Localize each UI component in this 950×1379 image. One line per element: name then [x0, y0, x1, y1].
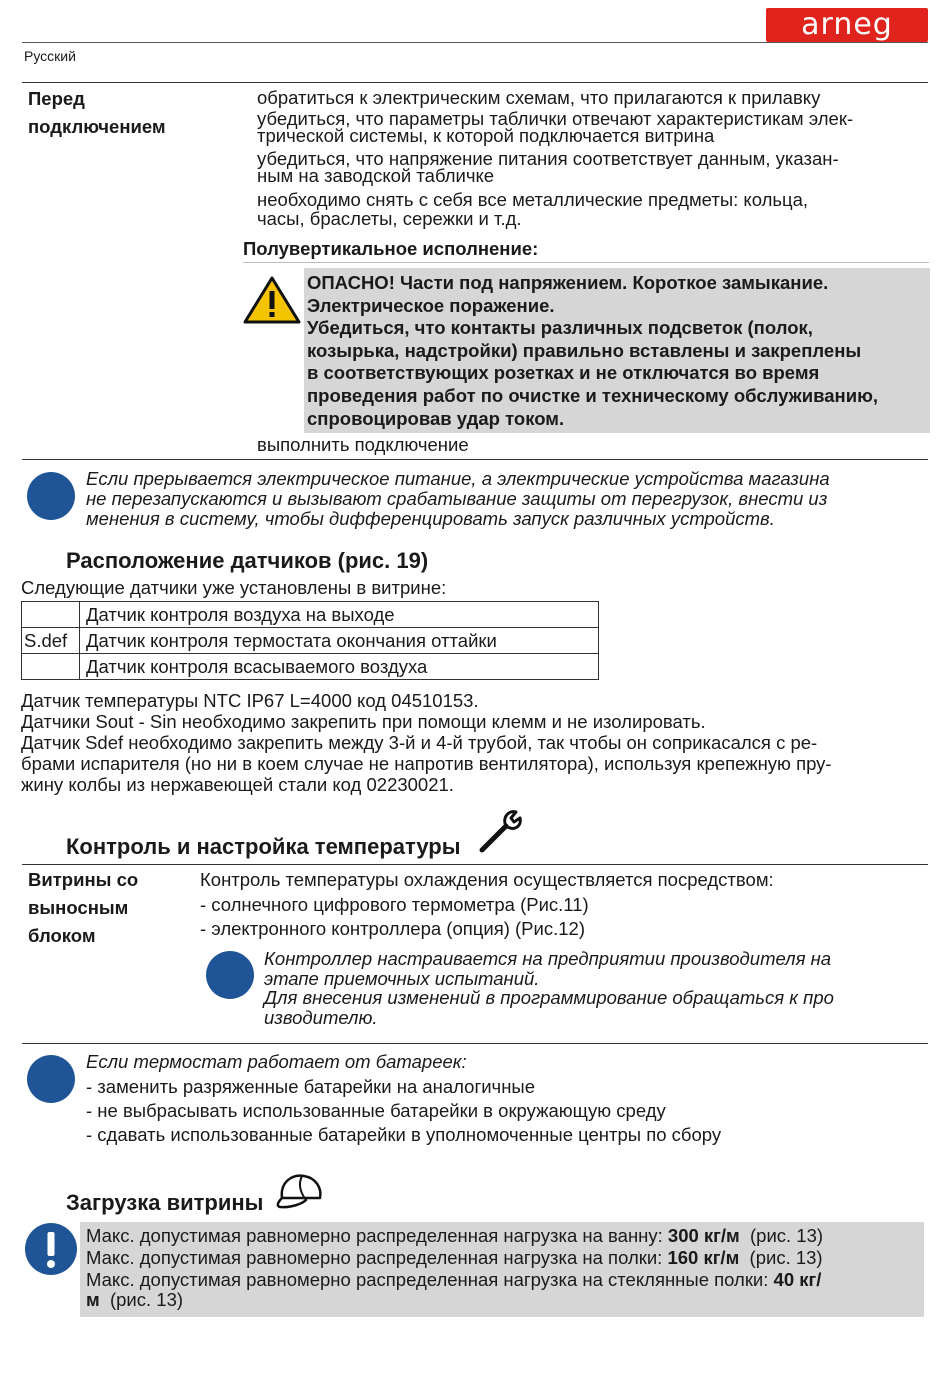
label-line: выносным	[28, 897, 129, 918]
load-value: 40 кг/	[773, 1269, 822, 1290]
loading-title: Загрузка витрины	[66, 1190, 264, 1215]
info-dot-icon	[27, 1055, 75, 1103]
semi-vertical-rule	[243, 262, 929, 263]
list-item: необходимо снять с себя все металлические предметы: кольца,	[257, 189, 809, 210]
section-rule	[22, 1043, 928, 1044]
label-line: блоком	[28, 925, 96, 946]
temperature-title: Контроль и настройка температуры	[66, 834, 461, 859]
info-dot-icon	[206, 951, 254, 999]
note-line: Контроллер настраивается на предприятии производителя на	[264, 948, 832, 969]
list-item: часы, браслеты, сережки и т.д.	[257, 208, 522, 229]
semi-vertical-title: Полувертикальное исполнение:	[243, 238, 539, 259]
temperature-options	[200, 893, 589, 941]
power-note	[86, 469, 926, 529]
sensor-desc: Датчик контроля всасываемого воздуха	[80, 654, 599, 680]
load-ref: (рис. 13)	[739, 1225, 824, 1246]
list-item: - не выбрасывать использованные батарейки в окружающую среду	[86, 1100, 666, 1121]
load-text: Макс. допустимая равномерно распределенная нагрузка на ванну:	[86, 1225, 668, 1246]
note-line: брами испарителя (но ни в коем случае не напротив вентилятора), используя крепежную пру-	[21, 753, 832, 774]
loading-text	[86, 1225, 922, 1309]
before-connection-label	[28, 85, 166, 141]
sensor-code	[22, 654, 80, 680]
warning-triangle-icon	[243, 276, 301, 324]
sensor-desc: Датчик контроля воздуха на выходе	[80, 602, 599, 628]
before-connection-list	[257, 88, 927, 228]
load-line	[86, 1269, 922, 1291]
list-item: обратиться к электрическим схемам, что прилагаются к прилавку	[257, 87, 821, 108]
note-line: менения в систему, чтобы дифференцировать запуск различных устройств.	[86, 508, 775, 529]
note-line: этапе приемочных испытаний.	[264, 967, 540, 989]
list-item: убедиться, что параметры таблички отвечают характеристикам элек-	[257, 108, 854, 129]
battery-heading: Если термостат работает от батареек:	[86, 1051, 467, 1072]
label-line: Витрины со	[28, 869, 139, 890]
note-line: Если прерывается электрическое питание, а электрические устройства магазина	[86, 468, 830, 489]
list-item: - заменить разряженные батарейки на аналогичные	[86, 1076, 535, 1097]
cap-icon	[272, 1170, 328, 1210]
language-label: Русский	[24, 48, 76, 64]
note-line: Датчик температуры NTC IP67 L=4000 код 04510153.	[21, 690, 479, 711]
final-step: выполнить подключение	[257, 434, 469, 455]
danger-line: проведения работ по очистке и техническому обслуживанию,	[307, 384, 879, 406]
list-item: трической системы, к которой подключается витрина	[257, 125, 715, 146]
list-item: убедиться, что напряжение питания соответствует данным, указан-	[257, 148, 839, 169]
table-row	[22, 602, 599, 628]
note-line: жину колбы из нержавеющей стали код 02230021.	[21, 774, 454, 795]
section-rule	[22, 864, 928, 865]
arneg-logo: arneg	[766, 8, 928, 42]
table-row	[22, 654, 599, 680]
danger-line: Электрическое поражение.	[307, 294, 555, 316]
load-value: м	[86, 1289, 100, 1310]
note-line: не перезапускаются и вызывают срабатывание защиты от перегрузок, внести из	[86, 488, 828, 509]
load-text: Макс. допустимая равномерно распределенная нагрузка на полки:	[86, 1247, 668, 1268]
table-row	[22, 628, 599, 654]
info-dot-icon	[27, 472, 75, 520]
list-item: - сдавать использованные батарейки в уполномоченные центры по сбору	[86, 1124, 722, 1145]
load-line	[86, 1291, 922, 1309]
load-value: 160 кг/м	[667, 1247, 740, 1268]
note-line: изводителю.	[264, 1006, 378, 1028]
sensors-title: Расположение датчиков (рис. 19)	[66, 548, 429, 573]
sensors-intro: Следующие датчики уже установлены в витрине:	[21, 577, 447, 598]
danger-line: в соответствующих розетках и не отключатся во время	[307, 362, 820, 384]
note-line: Датчик Sdef необходимо закрепить между 3-й и 4-й трубой, так чтобы он соприкасался с ре-	[21, 732, 818, 753]
remote-unit-label	[28, 866, 138, 950]
list-item: - электронного контроллера (опция) (Рис.12)	[200, 918, 585, 939]
load-value: 300 кг/м	[667, 1225, 740, 1246]
section-rule	[22, 459, 928, 460]
controller-note	[264, 949, 924, 1027]
note-line: Датчики Sout - Sin необходимо закрепить при помощи клемм и не изолировать.	[21, 711, 706, 732]
label-line: подключением	[28, 116, 166, 137]
sensor-desc: Датчик контроля термостата окончания оттайки	[80, 628, 599, 654]
temperature-intro: Контроль температуры охлаждения осуществляется посредством:	[200, 869, 774, 890]
danger-line: ОПАСНО! Части под напряжением. Короткое замыкание.	[307, 272, 829, 293]
sensors-table	[21, 601, 599, 680]
danger-line: Убедиться, что контакты различных подсветок (полок,	[307, 317, 813, 339]
sensor-code: S.def	[22, 628, 80, 654]
load-line	[86, 1225, 922, 1247]
danger-line: спровоцировав удар током.	[307, 407, 565, 429]
header-rule	[22, 42, 928, 43]
danger-line: козырька, надстройки) правильно вставлены и закреплены	[307, 339, 862, 361]
load-text: Макс. допустимая равномерно распределенная нагрузка на стеклянные полки:	[86, 1269, 774, 1290]
wrench-icon	[476, 806, 528, 856]
danger-text	[307, 272, 927, 430]
list-item: - солнечного цифрового термометра (Рис.11)	[200, 894, 589, 915]
sensor-code	[22, 602, 80, 628]
label-line: Перед	[28, 88, 85, 109]
section-rule	[22, 82, 928, 83]
load-ref: (рис. 13)	[99, 1289, 184, 1310]
exclamation-icon	[24, 1222, 78, 1276]
list-item: ным на заводской табличке	[257, 165, 495, 186]
load-ref: (рис. 13)	[739, 1247, 823, 1268]
sensors-notes	[21, 690, 931, 795]
battery-list	[86, 1075, 721, 1147]
load-line	[86, 1247, 922, 1269]
note-line: Для внесения изменений в программирование обращаться к про	[264, 987, 834, 1008]
